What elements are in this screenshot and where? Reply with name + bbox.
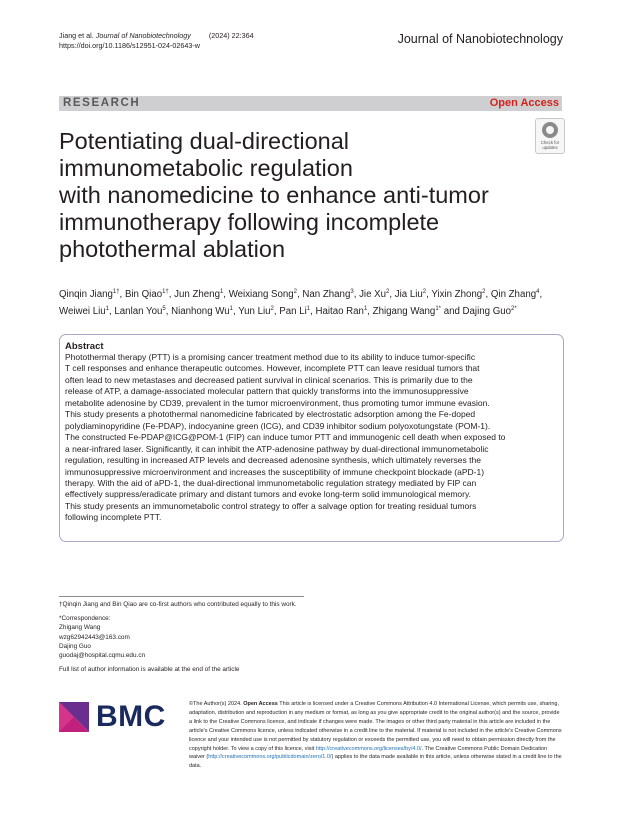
abstract-line: The constructed Fe-PDAP@ICG@POM-1 (FIP) can induce tumor PTT and immunogenic cell death when exposed to <box>65 432 506 443</box>
author-affiliation-mark: 1 <box>219 289 224 295</box>
author-name: Zhigang Wang <box>372 306 436 318</box>
author-name: Bin Qiao <box>124 289 163 301</box>
abstract-line: This study presents a photothermal nanomedicine fabricated by electrostatic adsorption among the Fe-doped <box>65 409 476 420</box>
abstract-line: regulation, resulting in increased ATP levels and decreased adenosine synthesis, which ultimately reverses the <box>65 455 481 466</box>
author-affiliation-mark: 1 <box>229 306 233 313</box>
author-name: Nan Zhang <box>302 289 351 301</box>
author-affiliation-mark: 1† <box>162 289 169 295</box>
title-line: photothermal ablation <box>59 236 286 262</box>
title-line: Potentiating dual-directional <box>59 128 350 154</box>
contact-email[interactable]: wzg62942443@163.com <box>59 633 130 641</box>
author-affiliation-mark: 2 <box>386 289 390 295</box>
license-text <box>189 700 562 771</box>
author-name: Weiwei Liu <box>59 306 106 318</box>
author-affiliation-mark: 2 <box>270 306 274 313</box>
abstract-body <box>65 352 558 524</box>
abstract-line: This study presents an immunometabolic control strategy to offer a salvage option for treating residual tumors <box>65 500 477 511</box>
author-affiliation-mark: 1† <box>112 289 120 295</box>
license-body: . The Creative Commons Public Domain Dedication waiver ( <box>189 745 548 761</box>
title-line: with nanomedicine to enhance anti-tumor <box>59 182 489 208</box>
abstract-line: metabolite adenosine by CD39, prevalent in the tumor microenvironment, thus promoting tumor immune evasion. <box>65 397 490 408</box>
open-access-bold: Open Access <box>243 701 278 707</box>
author-list: Qinqin Jiang$^{1\dagger}$, Bin Qiao$^{1\dagger}$, Jun Zheng$^1$, Weixiang Song$^2$, Nan Zhang$^3$, Jie Xu$^2$, Jia Liu$^2$, Yixin Zhong$^2$, Qin Zhang$^4$, Weiwei Liu$^1$, Lanlan You$^5$, Nianhong Wu$^1$, Yun Liu$^2$, Pan Li$^1$, Haitao Ran$^1$, Zhigang Wang$^{1*}$ and Dajing Guo$^{2*}$ <box>59 289 543 318</box>
author-name: Lanlan You <box>114 306 163 318</box>
author-affiliation-mark: 2 <box>422 289 427 295</box>
abstract-line: effectively suppress/eradicate primary and distant tumors and evoke long-term solid immunological memory. <box>65 489 471 500</box>
abstract-line: following incomplete PTT. <box>65 512 162 523</box>
author-name: Yixin Zhong <box>431 289 483 301</box>
cc-zero-link[interactable]: http://creativecommons.org/publicdomain/zero/1.0/ <box>208 754 332 761</box>
footnotes <box>59 600 309 674</box>
contact-name: Dajing Guo <box>59 642 91 650</box>
author-affiliation-mark: 1 <box>105 306 110 313</box>
correspondence-label: *Correspondence: <box>59 615 111 623</box>
check-for-updates-icon <box>542 122 558 138</box>
author-affiliation-mark: 5 <box>162 306 166 313</box>
bmc-logo <box>59 702 179 732</box>
contact-name: Zhigang Wang <box>59 624 101 632</box>
author-affiliation-mark: 1 <box>306 306 311 313</box>
citation-volume: (2024) 22:364 <box>190 31 254 40</box>
title-line: immunotherapy following incomplete <box>59 209 440 235</box>
author-name: Jie Xu <box>359 289 387 301</box>
abstract-line: Photothermal therapy (PTT) is a promising cancer treatment method due to its ability to induce tumor-specific <box>65 352 476 362</box>
author-affiliation-mark: 1* <box>435 306 441 313</box>
author-name: Dajing Guo <box>462 306 512 318</box>
cofirst-note: †Qinqin Jiang and Bin Qiao are co-first authors who contributed equally to this work. <box>59 601 297 608</box>
author-affiliation-mark: 2 <box>293 289 298 295</box>
abstract-heading: Abstract <box>65 341 104 352</box>
author-affiliation-mark: 1 <box>363 306 368 313</box>
author-name: Haitao Ran <box>315 306 364 318</box>
author-name: Yun Liu <box>238 306 271 318</box>
abstract-line: immunosuppressive microenvironment and increases the susceptibility of immune checkpoint blockade (aPD-1) <box>65 466 485 477</box>
footnote-divider <box>59 596 304 597</box>
author-affiliation-mark: 3 <box>350 289 354 295</box>
contact-email[interactable]: guodaj@hospital.cqmu.edu.cn <box>59 652 146 660</box>
bmc-logo-text: BMC <box>96 700 166 733</box>
citation-authors: Jiang et al. <box>59 31 96 40</box>
author-name: Qinqin Jiang <box>59 289 113 301</box>
author-name: Weixiang Song <box>228 289 294 301</box>
license-body: ) applies to the data made available in this article, unless otherwise stated in a credit line to the data. <box>189 754 562 770</box>
citation-journal: Journal of Nanobiotechnology <box>95 31 191 40</box>
article-type-label: RESEARCH <box>63 97 141 109</box>
author-name: Nianhong Wu <box>171 306 230 318</box>
abstract-line: T cell responses and enhance therapeutic outcomes. However, incomplete PTT can leave residual tumors that <box>65 363 480 374</box>
abstract-line: therapy. With the aid of aPD-1, the dual-directional immunometabolic regulation strategy mediated by FIP can <box>65 477 477 488</box>
cc-by-link[interactable]: http://creativecommons.org/licenses/by/4.0/ <box>315 745 422 752</box>
license-body: This article is licensed under a Creative Commons Attribution 4.0 International License, which permits use, sharing, adaptation, distribution and reproduction in any medium or format, as long as you give appropriate credit to the original author(s) and the source, provide a link to the Creative Commons licence, and indicate if changes were made. The images or other third party material in this article are included in the article's Creative Commons licence, unless indicated otherwise in a credit line to the material. If material is not included in the article's Creative Commons licence and your intended use is not permitted by statutory regulation or exceeds the permitted use, you will need to obtain permission directly from the copyright holder. To view a copy of this licence, visit <box>189 701 562 752</box>
doi-link[interactable]: https://doi.org/10.1186/s12951-024-02643-w <box>59 41 200 50</box>
author-name: Pan Li <box>279 306 307 318</box>
author-name: Jun Zheng <box>174 289 220 301</box>
author-affiliation-mark: 4 <box>536 289 540 295</box>
author-affiliation-mark: 2* <box>511 306 517 313</box>
full-author-info-note: Full list of author information is available at the end of the article <box>59 666 240 674</box>
abstract-line: a near-infrared laser. Significantly, it can inhibit the ATP-adenosine pathway by dual-directional immunometabolic <box>65 443 489 454</box>
author-name: Qin Zhang <box>490 289 537 301</box>
bmc-logo-mark <box>59 702 89 732</box>
title-line: immunometabolic regulation <box>59 155 353 181</box>
article-type-banner <box>59 96 562 111</box>
citation-line <box>59 31 254 41</box>
citation-header <box>59 31 254 51</box>
article-title <box>59 128 529 263</box>
abstract-line: polydiaminopyridine (Fe-PDAP), indocyanine green (ICG), and CD39 inhibitor sodium polyoxotungstate (POM-1). <box>65 420 491 431</box>
check-for-updates-badge[interactable] <box>535 118 565 154</box>
abstract-line: release of ATP, a damage-associated molecular pattern that quickly transforms into the immunosuppressive <box>65 386 469 397</box>
journal-name: Journal of Nanobiotechnology <box>397 32 563 46</box>
open-access-label: Open Access <box>489 97 559 109</box>
author-name: Jia Liu <box>394 289 423 301</box>
author-affiliation-mark: 2 <box>482 289 486 295</box>
check-for-updates-text: Check for updates <box>540 140 560 150</box>
copyright-text: ©The Author(s) 2024. <box>189 701 244 707</box>
abstract-line: often lead to new metastases and decreased patient survival in clinical scenarios. This is primarily due to the <box>65 374 473 385</box>
